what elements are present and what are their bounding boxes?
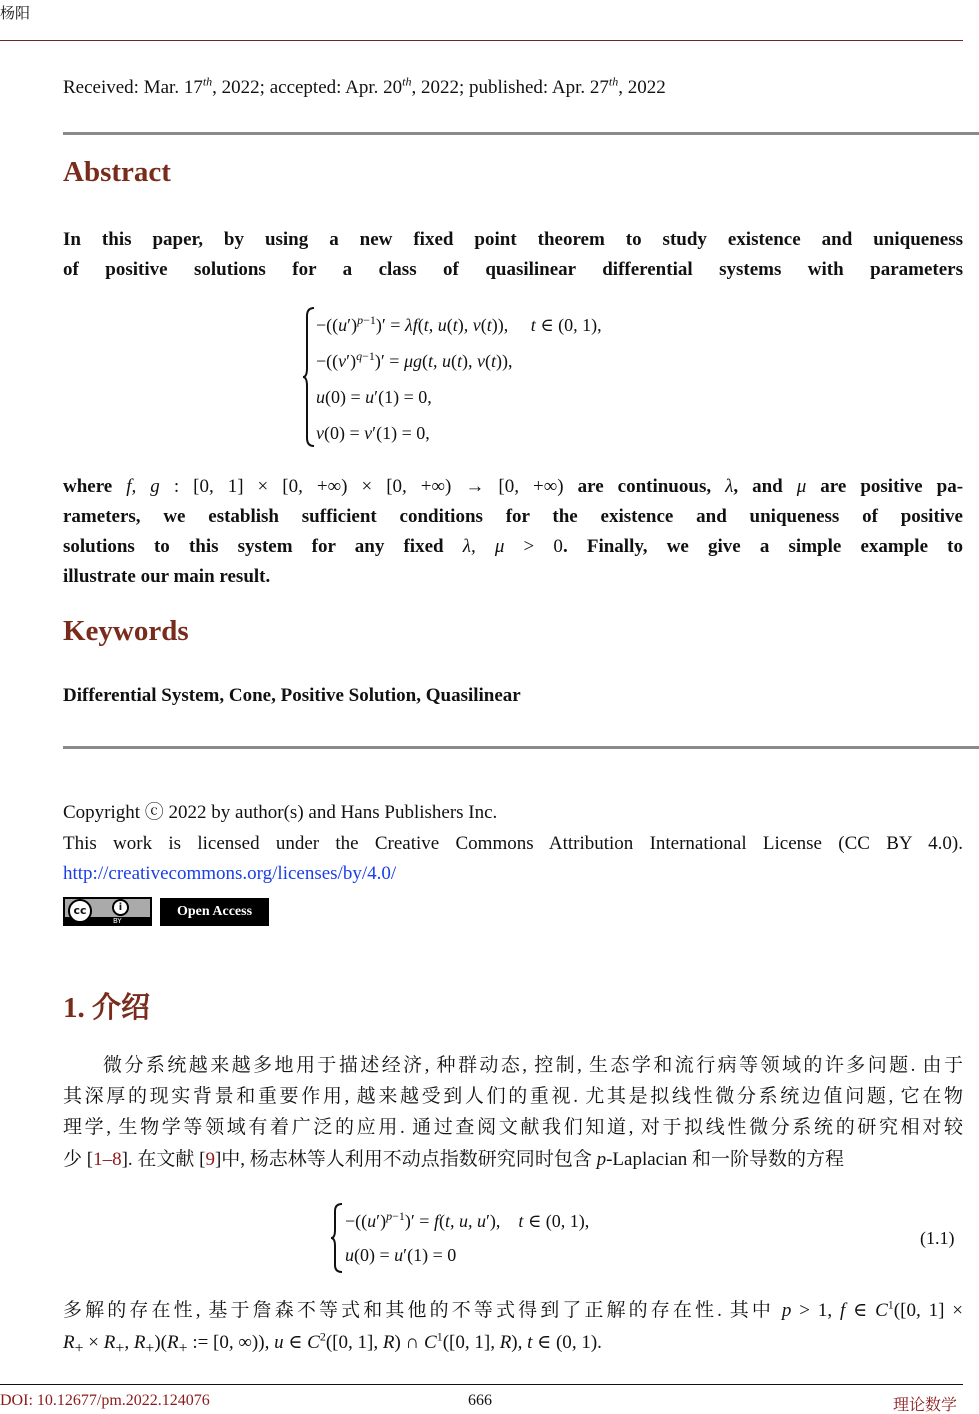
abstract-line: In this paper, by using a new fixed point theorem to study existence and uniqueness — [63, 229, 963, 250]
equation-line: $-((u')^{p-1})' = f(t$, u, u′), t ∈ (0, 1), — [345, 1209, 590, 1231]
page-number: 666 — [468, 1392, 492, 1409]
abstract-line: where f, g : [0, 1] × [0, +∞) × [0, +∞) → [0, +∞) are continuous, λ, and μ are positive pa- — [63, 476, 964, 497]
abstract-line: illustrate our main result. — [63, 566, 271, 587]
open-access-badge[interactable]: Open Access — [160, 898, 269, 926]
system-equation: $-((u')^{p-1})' = \lambda f(t$, u(t), v(t)), t ∈ (0, 1), — [316, 313, 602, 335]
footer-rule — [0, 1384, 963, 1385]
body-line: 理学, 生物学等领域有着广泛的应用. 通过查阅文献我们知道, 对于拟线性微分系统的研究相对较 — [63, 1117, 963, 1138]
body-line: 微分系统越来越多地用于描述经济, 种群动态, 控制, 生态学和流行病等领域的许多问题. 由于 — [103, 1055, 963, 1076]
journal-name: 理论数学 — [893, 1397, 958, 1414]
abstract-line: rameters, we establish sufficient conditions for the existence and uniqueness of positive — [63, 506, 963, 527]
body-line: 其深厚的现实背景和重要作用, 越来越受到人们的重视. 尤其是拟线性微分系统边值问题, 它在物 — [63, 1086, 963, 1107]
footer-doi[interactable]: DOI: 10.12677/pm.2022.124076 — [0, 1392, 210, 1409]
left-brace-icon — [330, 1202, 344, 1274]
equation-number: (1.1) — [920, 1228, 955, 1248]
abstract-line: of positive solutions for a class of quasilinear differential systems with parameters — [63, 259, 963, 280]
body-line: $R_+ \times R_+$, $R_+)(R_+$ := [0, ∞)), u ∈ $C^2([0$, 1], R) ∩ $C^1([0$, 1], R), t ∈ (0, 1). — [63, 1329, 602, 1357]
body-line: 多解的存在性, 基于詹森不等式和其他的不等式得到了正解的存在性. 其中 p > 1, f ∈ $C^1([0$, 1] × — [63, 1297, 963, 1321]
abstract-heading: Abstract — [63, 156, 171, 188]
system-equation: v(0) = v′(1) = 0, — [316, 423, 430, 443]
running-header-author: 杨阳 — [0, 6, 31, 22]
keywords-text: Differential System, Cone, Positive Solution, Quasilinear — [63, 685, 521, 706]
keywords-heading: Keywords — [63, 615, 189, 647]
person-icon: i — [112, 899, 129, 916]
divider — [63, 132, 979, 135]
received-dates: Received: Mar. 17th, 2022; accepted: Apr. 20th, 2022; published: Apr. 27th, 2022 — [63, 74, 666, 98]
license-link-wrap — [63, 862, 963, 886]
left-brace-icon — [302, 306, 316, 448]
divider — [63, 746, 979, 749]
copyright: Copyright ⓒ 2022 by author(s) and Hans Publishers Inc. — [63, 802, 498, 823]
cc-by-badge[interactable] — [63, 897, 152, 926]
system-equation: $-((v')^{q-1})' = \mu g(t$, u(t), v(t)), — [316, 349, 513, 371]
abstract-line: solutions to this system for any fixed λ, μ > 0. Finally, we give a simple example to — [63, 536, 963, 557]
section-heading: 1. 介绍 — [63, 992, 151, 1024]
license-statement: This work is licensed under the Creative Commons Attribution International License (CC BY 4.0). — [63, 833, 963, 854]
equation-line: u(0) = u′(1) = 0 — [345, 1245, 457, 1265]
license-link[interactable]: http://creativecommons.org/licenses/by/4.0/ — [63, 863, 397, 884]
system-equation: u(0) = u′(1) = 0, — [316, 387, 432, 407]
body-line: 少 [1–8]. 在文献 [9]中, 杨志林等人利用不动点指数研究同时包含 p-Laplacian 和一阶导数的方程 — [63, 1149, 845, 1170]
header-rule — [0, 40, 963, 41]
cc-icon: cc — [68, 899, 92, 923]
by-label: BY — [113, 917, 122, 925]
